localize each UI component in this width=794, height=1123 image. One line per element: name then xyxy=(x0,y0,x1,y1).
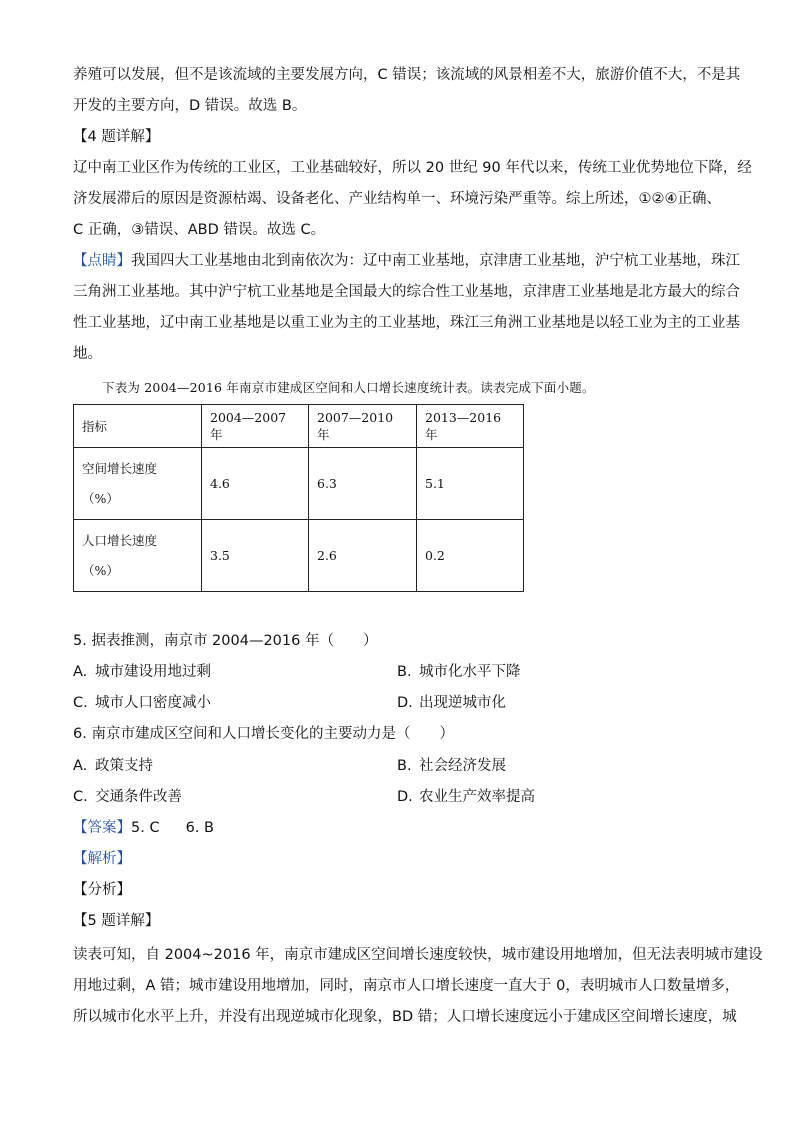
text-line: C 正确，③错误、ABD 错误。故选 C。 xyxy=(73,222,326,238)
table-header-cell: 2004—2007 年 xyxy=(202,405,309,448)
table-cell: 4.6 xyxy=(202,448,309,520)
table-caption: 下表为 2004—2016 年南京市建成区空间和人口增长速度统计表。读表完成下面小题。 xyxy=(102,380,595,395)
option-key: C. xyxy=(73,789,88,805)
option-text: 农业生产效率提高 xyxy=(419,789,535,805)
tip-first-line: 我国四大工业基地由北到南依次为：辽中南工业基地，京津唐工业基地，沪宁杭工业基地，珠江 xyxy=(131,253,740,269)
text-line: 性工业基地，辽中南工业基地是以重工业为主的工业基地，珠江三角洲工业基地是以轻工业为主的工业基 xyxy=(73,315,740,331)
option-text: 城市化水平下降 xyxy=(419,664,521,680)
answer-line xyxy=(73,818,214,838)
table-row xyxy=(74,448,524,520)
text-line: 用地过剩，A 错；城市建设用地增加，同时，南京市人口增长速度一直大于 0，表明城市人口数量增多， xyxy=(73,978,740,994)
q4-detail-paragraph xyxy=(73,153,752,246)
text-line: 三角洲工业基地。其中沪宁杭工业基地是全国最大的综合性工业基地，京津唐工业基地是北方最大的综合 xyxy=(73,284,740,300)
option-text: 政策支持 xyxy=(95,758,153,774)
table-cell: 0.2 xyxy=(417,520,524,592)
option-key: B. xyxy=(397,758,412,774)
page-body xyxy=(73,60,752,370)
q6-option-b[interactable] xyxy=(397,756,506,776)
text-line: 地。 xyxy=(73,346,102,362)
q5-option-b[interactable] xyxy=(397,662,521,682)
q5-option-a[interactable] xyxy=(73,662,211,682)
fenxi-heading: 【分析】 xyxy=(73,882,131,898)
tip-tag: 【点睛】 xyxy=(73,253,131,269)
table-header-cell: 2007—2010 年 xyxy=(309,405,417,448)
table-row-label xyxy=(74,520,202,592)
option-text: 交通条件改善 xyxy=(95,789,182,805)
intro-paragraph xyxy=(73,60,741,122)
q5-detail-paragraph xyxy=(73,940,763,1033)
option-text: 城市人口密度减小 xyxy=(95,695,211,711)
option-key: B. xyxy=(397,664,412,680)
text-line: 辽中南工业区作为传统的工业区，工业基础较好，所以 20 世纪 90 年代以来，传统工业优势地位下降，经 xyxy=(73,160,752,176)
answer-tag: 【答案】 xyxy=(73,820,131,836)
analysis-tag: 【解析】 xyxy=(73,851,131,867)
q5-option-c[interactable] xyxy=(73,693,211,713)
table-header-cell: 指标 xyxy=(74,405,202,448)
text-line: 读表可知，自 2004~2016 年，南京市建成区空间增长速度较快，城市建设用地增加，但无法表明城市建设 xyxy=(73,947,763,963)
text-line: 所以城市化水平上升，并没有出现逆城市化现象，BD 错；人口增长速度远小于建成区空间增长速度，城 xyxy=(73,1009,737,1025)
table-header-row xyxy=(74,405,524,448)
text-line xyxy=(73,246,740,277)
q6-option-a[interactable] xyxy=(73,756,153,776)
statistics-table xyxy=(73,404,524,592)
row-label-unit: （%） xyxy=(82,490,119,506)
option-text: 出现逆城市化 xyxy=(419,695,506,711)
q5-option-d[interactable] xyxy=(397,693,506,713)
option-text: 社会经济发展 xyxy=(419,758,506,774)
table-cell: 2.6 xyxy=(309,520,417,592)
row-label-text: 空间增长速度 xyxy=(82,460,158,476)
q6-option-c[interactable] xyxy=(73,787,182,807)
q4-detail-heading: 【4 题详解】 xyxy=(73,129,160,145)
option-key: A. xyxy=(73,758,88,774)
option-text: 城市建设用地过剩 xyxy=(95,664,211,680)
row-label-text: 人口增长速度 xyxy=(82,532,158,548)
table-header-cell: 2013—2016 年 xyxy=(417,405,524,448)
answer-6: 6. B xyxy=(185,820,214,836)
table-cell: 3.5 xyxy=(202,520,309,592)
row-label-unit: （%） xyxy=(82,562,119,578)
q5-detail-heading: 【5 题详解】 xyxy=(73,913,160,929)
option-key: A. xyxy=(73,664,88,680)
option-key: C. xyxy=(73,695,88,711)
q5-detail-text xyxy=(73,940,763,1033)
table-row xyxy=(74,520,524,592)
q5-stem: 5. 据表推测，南京市 2004—2016 年（ ） xyxy=(73,633,378,649)
q6-stem: 6. 南京市建成区空间和人口增长变化的主要动力是（ ） xyxy=(73,726,454,742)
table-cell: 6.3 xyxy=(309,448,417,520)
tip-paragraph xyxy=(73,246,740,370)
text-line: 济发展滞后的原因是资源枯竭、设备老化、产业结构单一、环境污染严重等。综上所述，①②④正确、 xyxy=(73,191,721,207)
option-key: D. xyxy=(397,789,413,805)
text-line: 养殖可以发展，但不是该流域的主要发展方向，C 错误；该流域的风景相差不大，旅游价值不大，不是其 xyxy=(73,67,741,83)
q6-option-d[interactable] xyxy=(397,787,535,807)
table-row-label xyxy=(74,448,202,520)
table-cell: 5.1 xyxy=(417,448,524,520)
text-line: 开发的主要方向，D 错误。故选 B。 xyxy=(73,98,307,114)
option-key: D. xyxy=(397,695,413,711)
answer-5: 5. C xyxy=(131,820,160,836)
